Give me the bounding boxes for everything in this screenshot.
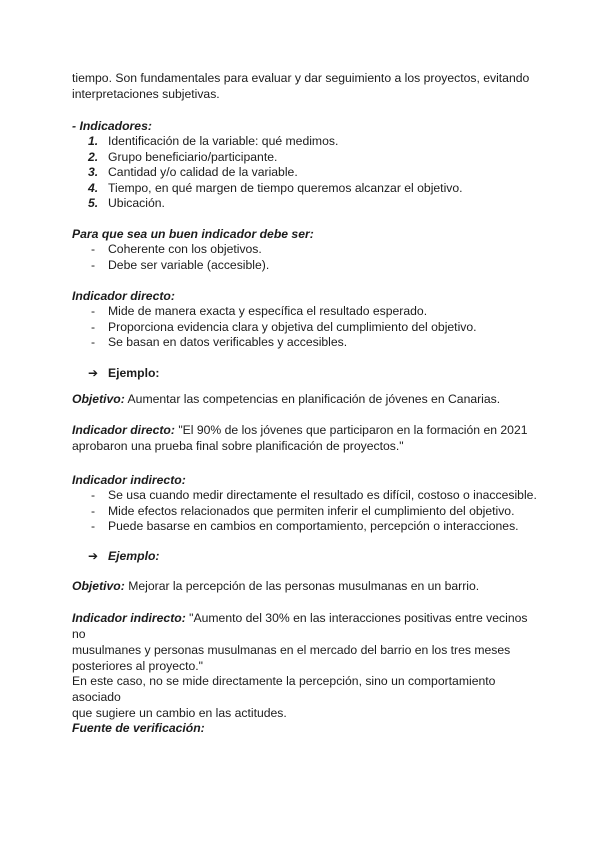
directo-indicador: Indicador directo: "El 90% de los jóvenes que participaron en la formación en 2021 aprobaron una prueba final sobre planificación de proyectos." — [72, 423, 528, 453]
ejemplo-label: Ejemplo: — [108, 549, 160, 563]
objetivo-text: Aumentar las competencias en planificación de jóvenes en Canarias. — [124, 392, 501, 406]
directo-heading: Indicador directo: — [72, 289, 175, 303]
buen-indicador-heading: Para que sea un buen indicador debe ser: — [72, 227, 314, 241]
intro-line-2: interpretaciones subjetivas. — [72, 87, 220, 101]
indicador-label: Indicador indirecto: — [72, 611, 186, 625]
indicador-label: Indicador directo: — [72, 423, 175, 437]
ejemplo-label: Ejemplo: — [108, 366, 160, 380]
arrow-icon: ➔ — [88, 366, 99, 380]
indirecto-objetivo — [72, 578, 532, 594]
directo-objetivo — [72, 391, 532, 407]
arrow-icon: ➔ — [88, 549, 99, 563]
intro-paragraph — [72, 70, 532, 102]
intro-line-1: tiempo. Son fundamentales para evaluar y dar seguimiento a los proyectos, evitando — [72, 71, 530, 85]
objetivo-text: Mejorar la percepción de las personas musulmanas en un barrio. — [124, 579, 480, 593]
indirecto-heading: Indicador indirecto: — [72, 473, 186, 487]
objetivo-label: Objetivo: — [72, 392, 125, 406]
indicadores-heading: - Indicadores: — [72, 119, 152, 133]
fuente-heading: Fuente de verificación: — [72, 721, 205, 735]
indirecto-indicador: Indicador indirecto: "Aumento del 30% en las interacciones positivas entre vecinos no musulmanes y personas musulmanas en el mercado del barrio en los tres meses posteriores al proyecto." — [72, 611, 528, 673]
conclusion-paragraph: En este caso, no se mide directamente la percepción, sino un comportamiento asociado que sugiere un cambio en las actitudes. — [72, 674, 496, 720]
objetivo-label: Objetivo: — [72, 579, 125, 593]
